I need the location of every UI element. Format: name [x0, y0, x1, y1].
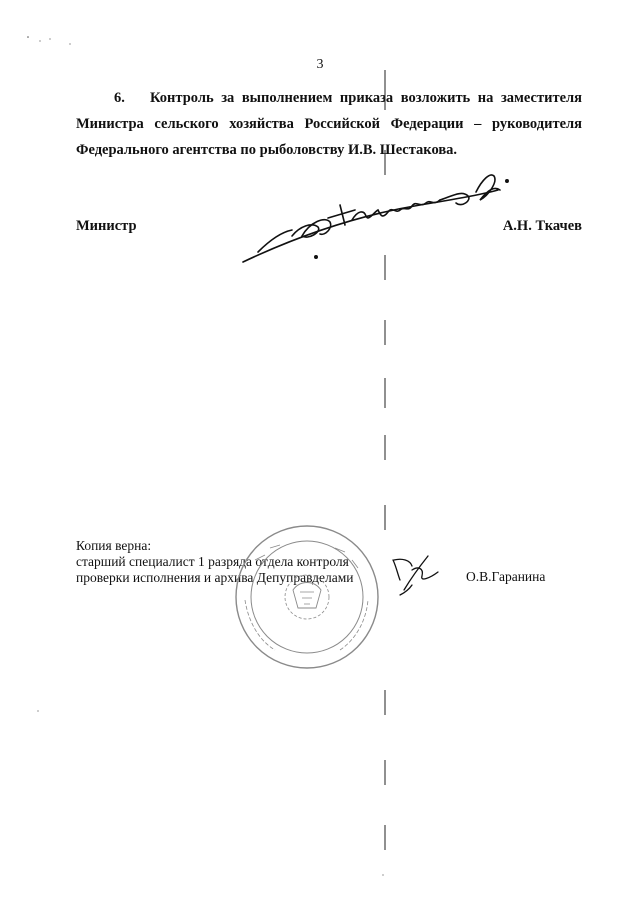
certifier-name: О.В.Гаранина: [466, 569, 546, 584]
certifier-signature: [393, 556, 438, 595]
signatory-position: Министр: [76, 218, 137, 234]
certification-line: старший специалист 1 разряда отдела контроля: [76, 554, 349, 569]
clause-text: Контроль за выполнением приказа возложить на заместителя Министра сельского хозяйства Российской Федерации – руководителя Федерального агентства по рыболовству И.В. Шестакова.: [76, 90, 582, 158]
certification-line: проверки исполнения и архива Депуправделами: [76, 570, 354, 585]
clause-number: 6.: [114, 90, 125, 106]
minister-signature: [243, 175, 508, 262]
certification-line: Копия верна:: [76, 538, 152, 553]
page-number: 3: [316, 57, 324, 72]
signatory-name: А.Н. Ткачев: [502, 218, 582, 234]
scan-specks: [27, 36, 383, 875]
official-stamp: [236, 526, 378, 668]
